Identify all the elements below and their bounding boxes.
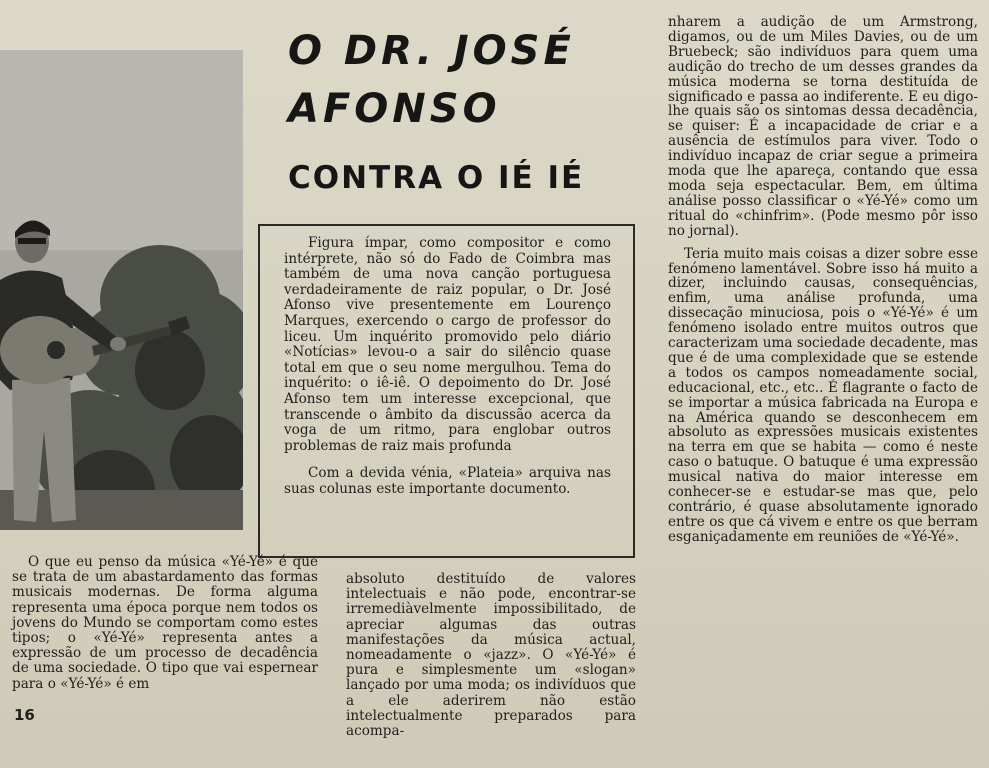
page-number: 16 (14, 706, 35, 724)
body-paragraph: Teria muito mais coisas a dizer sobre esse fenómeno lamentável. Sobre isso há muito a dizer, incluindo causas, consequências, enfim, uma análise profunda, uma dissecação minuciosa, pois o «Yé-Yé» é um fenómeno isolado entre muitos outros que caracterizam uma sociedade decadente, mas que é de uma complexidade que se estende a todos os campos nomeadamente social, educacional, etc., etc.. É flagrante o facto de se importar a música fabricada na Europa e na América quando se desconhecem em absoluto as expressões musicais existentes na terra em que se habita — como é neste caso o batuque. O batuque é uma expressão musical nativa do maior interesse em conhecer-se e estudar-se mas que, pelo contrário, é quase absolutamente ignorado entre os que cá vivem e entre os que berram esganiçadamente em reuniões de «Yé-Yé». (668, 245, 978, 545)
headline-line-1: O DR. JOSÉ (288, 28, 575, 74)
column-middle (346, 572, 636, 739)
column-left (12, 555, 318, 692)
photo-man-with-guitar (0, 50, 243, 530)
body-paragraph: nharem a audição de um Armstrong, digamos, ou de um Miles Davies, ou de um Bruebeck; são indivíduos para quem uma audição do trecho de um desses grandes da música moderna se torna destituída de significado e passa ao indiferente. E eu digo-lhe quais são os sintomas dessa decadência, se quiser: É a incapacidade de criar e a ausência de estímulos para viver. Todo o indivíduo incapaz de criar segue a primeira moda que lhe apareça, contando que essa moda seja espectacular. Bem, em última análise posso classificar o «Yé-Yé» como um ritual do «chinfrim». (Pode mesmo pôr isso no jornal). (668, 14, 978, 239)
intro-paragraph: Figura ímpar, como compositor e como intérprete, não só do Fado de Coimbra mas também de uma nova canção portuguesa verdadeiramente de raiz popular, o Dr. José Afonso vive presentemente em Lourenço Marques, exercendo o cargo de professor do liceu. Um inquérito promovido pelo diário «Notícias» levou-o a sair do silêncio quase total em que o seu nome mergulhou. Tema do inquérito: o iê-iê. O depoimento do Dr. José Afonso tem um interesse excepcional, que transcende o âmbito da discussão acerca da voga de um ritmo, para englobar outros problemas de raiz mais profunda (284, 235, 611, 454)
intro-box (258, 224, 635, 558)
column-right (668, 15, 978, 545)
intro-paragraph: Com a devida vénia, «Plateia» arquiva nas suas colunas este importante documento. (284, 465, 611, 497)
guitarist-photo-illustration (0, 50, 243, 530)
subheadline: CONTRA O IÉ IÉ (288, 160, 585, 196)
headline (288, 22, 648, 138)
body-paragraph: absoluto destituído de valores intelectuais e não pode, encontrar-se irremediàvelmente impossibilitado, de apreciar algumas das outras manifestações da música actual, nomeadamente o «jazz». O «Yé-Yé» é pura e simplesmente um «slogan» lançado por uma moda; os indivíduos que a ele aderirem não estão intelectualmente preparados para acompa- (346, 571, 636, 740)
headline-line-2: AFONSO (288, 86, 501, 132)
body-paragraph: O que eu penso da música «Yé-Yé» é que se trata de um abastardamento das formas musicais modernas. De forma alguma representa uma época porque nem todos os jovens do Mundo se comportam como estes tipos; o «Yé-Yé» representa antes a expressão de um processo de decadência de uma sociedade. O tipo que vai espernear para o «Yé-Yé» é em (12, 554, 318, 692)
